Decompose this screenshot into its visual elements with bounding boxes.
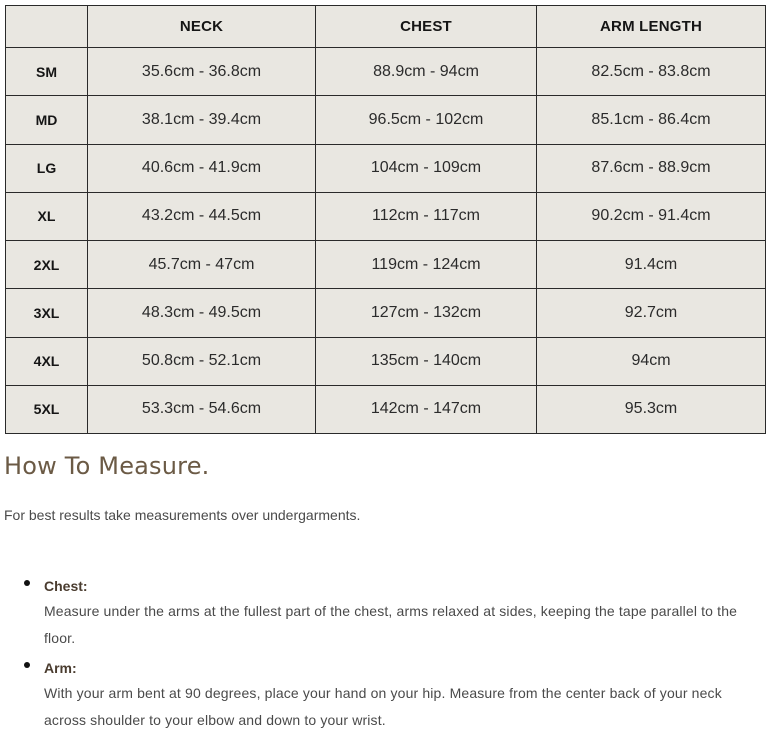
header-size	[6, 6, 88, 48]
size-label: XL	[6, 192, 88, 240]
neck-cell: 43.2cm - 44.5cm	[88, 192, 316, 240]
list-item-arm	[24, 656, 759, 734]
table-row	[6, 96, 766, 144]
chest-cell: 119cm - 124cm	[316, 241, 537, 289]
header-neck: NECK	[88, 6, 316, 48]
arm-cell: 91.4cm	[537, 241, 766, 289]
size-label: 4XL	[6, 337, 88, 385]
arm-description: With your arm bent at 90 degrees, place your hand on your hip. Measure from the center back of your neck across shoulder to your elbow and down to your wrist.	[44, 685, 722, 728]
neck-cell: 48.3cm - 49.5cm	[88, 289, 316, 337]
chest-cell: 135cm - 140cm	[316, 337, 537, 385]
neck-cell: 45.7cm - 47cm	[88, 241, 316, 289]
size-label: 5XL	[6, 385, 88, 433]
chest-cell: 88.9cm - 94cm	[316, 48, 537, 96]
how-to-measure-heading: How To Measure.	[4, 452, 210, 480]
arm-cell: 94cm	[537, 337, 766, 385]
chest-label: Chest:	[44, 578, 88, 594]
chest-description: Measure under the arms at the fullest part of the chest, arms relaxed at sides, keeping the tape parallel to the floor.	[44, 603, 738, 646]
header-chest: CHEST	[316, 6, 537, 48]
neck-cell: 50.8cm - 52.1cm	[88, 337, 316, 385]
size-label: 2XL	[6, 241, 88, 289]
neck-cell: 35.6cm - 36.8cm	[88, 48, 316, 96]
arm-cell: 82.5cm - 83.8cm	[537, 48, 766, 96]
table-row	[6, 144, 766, 192]
neck-cell: 40.6cm - 41.9cm	[88, 144, 316, 192]
size-chart-table	[5, 5, 766, 434]
table-row	[6, 289, 766, 337]
measure-intro-text: For best results take measurements over undergarments.	[4, 507, 361, 523]
bullet-icon	[24, 662, 30, 668]
table-row	[6, 48, 766, 96]
arm-label: Arm:	[44, 660, 77, 676]
chest-cell: 104cm - 109cm	[316, 144, 537, 192]
neck-cell: 38.1cm - 39.4cm	[88, 96, 316, 144]
chest-cell: 112cm - 117cm	[316, 192, 537, 240]
size-label: SM	[6, 48, 88, 96]
chest-cell: 96.5cm - 102cm	[316, 96, 537, 144]
arm-cell: 87.6cm - 88.9cm	[537, 144, 766, 192]
table-row	[6, 385, 766, 433]
table-row	[6, 192, 766, 240]
table-row	[6, 241, 766, 289]
neck-cell: 53.3cm - 54.6cm	[88, 385, 316, 433]
arm-cell: 92.7cm	[537, 289, 766, 337]
size-label: MD	[6, 96, 88, 144]
table-header-row	[6, 6, 766, 48]
arm-cell: 85.1cm - 86.4cm	[537, 96, 766, 144]
size-label: LG	[6, 144, 88, 192]
arm-cell: 90.2cm - 91.4cm	[537, 192, 766, 240]
arm-cell: 95.3cm	[537, 385, 766, 433]
chest-cell: 142cm - 147cm	[316, 385, 537, 433]
list-item-chest	[24, 574, 759, 652]
chest-cell: 127cm - 132cm	[316, 289, 537, 337]
bullet-icon	[24, 580, 30, 586]
table-row	[6, 337, 766, 385]
header-arm-length: ARM LENGTH	[537, 6, 766, 48]
measurement-instructions-list	[24, 574, 759, 738]
size-label: 3XL	[6, 289, 88, 337]
